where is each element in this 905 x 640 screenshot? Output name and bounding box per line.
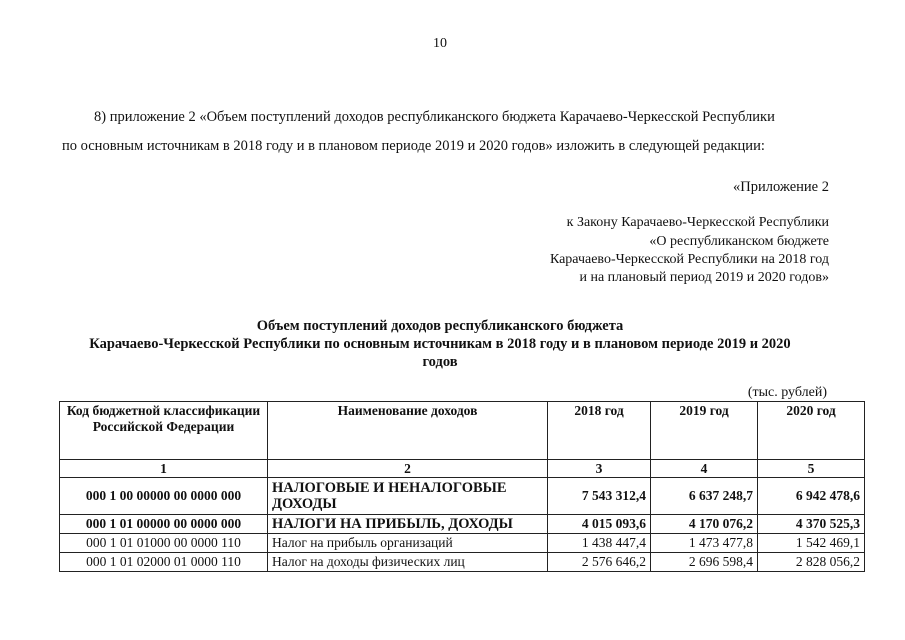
row-2018: 2 576 646,2 [548,553,651,572]
header-name: Наименование доходов [268,402,548,460]
table-title-line: Карачаево-Черкесской Республики по основным источникам в 2018 году и в плановом периоде 2019 и 2020 [89,336,791,352]
row-2018: 7 543 312,4 [548,478,651,515]
row-2019: 4 170 076,2 [651,515,758,534]
table-row [60,515,865,534]
row-2020: 6 942 478,6 [758,478,865,515]
row-2019: 6 637 248,7 [651,478,758,515]
row-code: 000 1 00 00000 00 0000 000 [60,478,268,515]
intro-paragraph-line-1: 8) приложение 2 «Объем поступлений доходов республиканского бюджета Карачаево-Черкесской Республики [94,109,775,125]
units-label: (тыс. рублей) [747,385,827,400]
appendix-title: «Приложение 2 [733,179,829,195]
column-number: 2 [268,460,548,478]
column-number: 1 [60,460,268,478]
table-header-row [60,402,865,460]
row-2018: 4 015 093,6 [548,515,651,534]
row-2019: 1 473 477,8 [651,534,758,553]
column-number-row [60,460,865,478]
row-name: Налог на прибыль организаций [268,534,548,553]
appendix-line: Карачаево-Черкесской Республики на 2018 год [549,252,829,267]
intro-paragraph-line-2: по основным источникам в 2018 году и в плановом периоде 2019 и 2020 годов» изложить в следующей редакции: [62,138,765,154]
row-name: Налог на доходы физических лиц [268,553,548,572]
row-2020: 1 542 469,1 [758,534,865,553]
table-row [60,534,865,553]
column-number: 5 [758,460,865,478]
row-name: НАЛОГИ НА ПРИБЫЛЬ, ДОХОДЫ [268,515,548,534]
appendix-line: «О республиканском бюджете [649,234,829,249]
row-2019: 2 696 598,4 [651,553,758,572]
appendix-line: и на плановый период 2019 и 2020 годов» [579,270,829,285]
appendix-line: к Закону Карачаево-Черкесской Республики [566,215,829,230]
row-2020: 4 370 525,3 [758,515,865,534]
table-row [60,478,865,515]
row-code: 000 1 01 00000 00 0000 000 [60,515,268,534]
row-2018: 1 438 447,4 [548,534,651,553]
row-code: 000 1 01 02000 01 0000 110 [60,553,268,572]
row-code: 000 1 01 01000 00 0000 110 [60,534,268,553]
header-2019: 2019 год [651,402,758,460]
header-code: Код бюджетной классификации Российской Федерации [60,402,268,460]
row-name: НАЛОГОВЫЕ И НЕНАЛОГОВЫЕ ДОХОДЫ [268,478,548,515]
column-number: 3 [548,460,651,478]
revenue-table [59,401,865,572]
header-2020: 2020 год [758,402,865,460]
table-title-line: годов [422,354,458,370]
table-title-line: Объем поступлений доходов республиканского бюджета [256,318,624,334]
column-number: 4 [651,460,758,478]
row-2020: 2 828 056,2 [758,553,865,572]
table-row [60,553,865,572]
page-number: 10 [433,36,447,51]
header-2018: 2018 год [548,402,651,460]
